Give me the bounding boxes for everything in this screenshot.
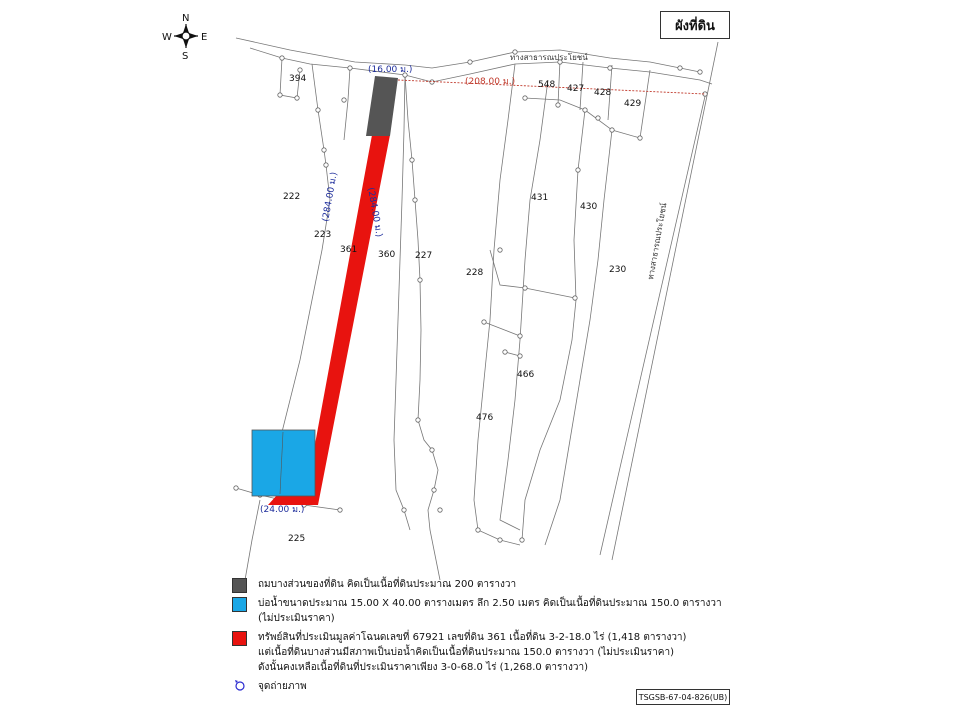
dim-left-side: (284.00 ม.) bbox=[321, 171, 340, 223]
legend-subject bbox=[232, 630, 702, 675]
lot-360: 360 bbox=[378, 250, 396, 260]
lot-428: 428 bbox=[594, 88, 612, 98]
dim-road-distance: (208.00 ม.) bbox=[465, 77, 516, 87]
lot-228: 228 bbox=[466, 268, 484, 278]
legend-camera-text: จุดถ่ายภาพ bbox=[258, 681, 307, 692]
lot-548: 548 bbox=[538, 80, 556, 90]
lot-225: 225 bbox=[288, 534, 306, 544]
compass-icon bbox=[162, 13, 207, 62]
legend-blue-text-1: บ่อน้ำขนาดประมาณ 15.00 X 40.00 ตารางเมตร ลึก 2.50 เมตร คิดเป็นเนื้อที่ดินประมาณ 150.0 ตารางวา bbox=[258, 598, 722, 609]
legend bbox=[232, 577, 722, 694]
compass-west: W bbox=[162, 32, 172, 43]
legend-red-text-2: แต่เนื้อที่ดินบางส่วนมีสภาพเป็นบ่อน้ำคิดเป็นเนื้อที่ดินประมาณ 150.0 ตารางวา (ไม่ประเมินราคา) bbox=[258, 647, 674, 658]
lot-429: 429 bbox=[624, 99, 642, 109]
compass-east: E bbox=[201, 32, 208, 43]
legend-swatch-red bbox=[232, 631, 247, 646]
road-label-north: ทางสาธารณประโยชน์ bbox=[510, 53, 588, 62]
lot-222: 222 bbox=[283, 192, 301, 202]
legend-red-text-1: ทรัพย์สินที่ประเมินมูลค่าโฉนดเลขที่ 67921 เลขที่ดิน 361 เนื้อที่ดิน 3-2-18.0 ไร่ (1,418 ตารางวา) bbox=[258, 632, 687, 643]
lot-230: 230 bbox=[609, 265, 627, 275]
legend-gray-text: ถมบางส่วนของที่ดิน คิดเป็นเนื้อที่ดินประมาณ 200 ตารางวา bbox=[258, 579, 517, 590]
pond-area bbox=[252, 430, 315, 496]
lot-476: 476 bbox=[476, 413, 494, 423]
reference-code: TSGSB-67-04-826(UB) bbox=[636, 689, 730, 705]
lot-361: 361 bbox=[340, 245, 358, 255]
lot-223: 223 bbox=[314, 230, 332, 240]
legend-swatch-blue bbox=[232, 597, 247, 612]
dim-right-side: (284.00 ม.) bbox=[365, 186, 384, 238]
dim-top: (16.00 ม.) bbox=[368, 65, 413, 75]
lot-227: 227 bbox=[415, 251, 433, 261]
map-title: ผังที่ดิน bbox=[660, 11, 730, 39]
lot-431: 431 bbox=[531, 193, 549, 203]
legend-blue-text-2: (ไม่ประเมินราคา) bbox=[258, 613, 335, 624]
lot-427: 427 bbox=[567, 84, 585, 94]
lot-394: 394 bbox=[289, 74, 307, 84]
legend-pond bbox=[232, 596, 722, 626]
filled-area bbox=[366, 76, 398, 136]
lot-466: 466 bbox=[517, 370, 535, 380]
lot-430: 430 bbox=[580, 202, 598, 212]
compass-north: N bbox=[182, 13, 190, 24]
road-label-east: ทางสาธารณประโยชน์ bbox=[646, 202, 669, 281]
compass-south: S bbox=[182, 51, 189, 62]
camera-point-icon bbox=[234, 679, 246, 691]
legend-swatch-gray bbox=[232, 578, 247, 593]
legend-red-text-3: ดังนั้นคงเหลือเนื้อที่ดินที่ประเมินราคาเพียง 3-0-68.0 ไร่ (1,268.0 ตารางวา) bbox=[258, 662, 589, 673]
dim-bottom: (24.00 ม.) bbox=[260, 505, 305, 515]
legend-camera bbox=[232, 679, 702, 694]
legend-filled-area bbox=[232, 577, 702, 592]
